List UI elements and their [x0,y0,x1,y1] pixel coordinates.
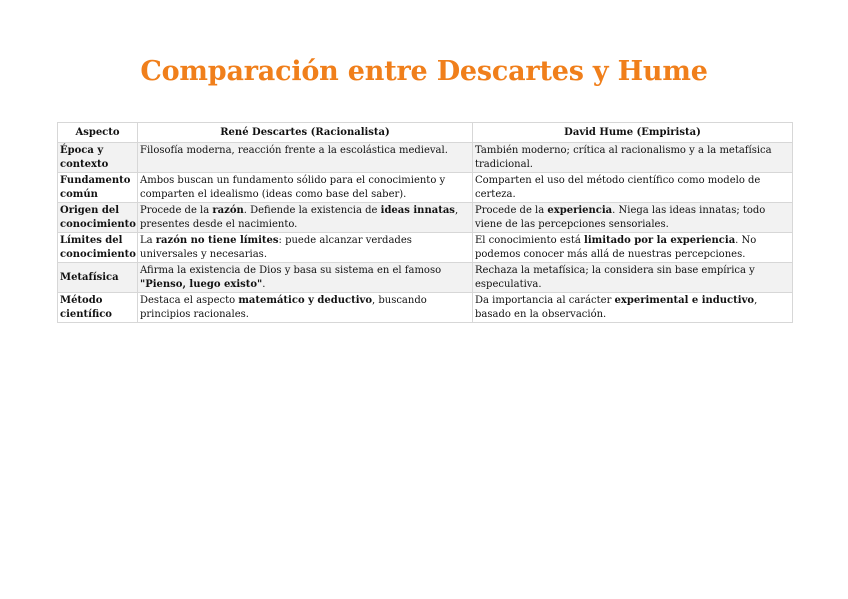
header-hume: David Hume (Empirista) [473,123,793,143]
table-row [58,173,793,203]
table-header-row [58,123,793,143]
hume-cell: Procede de la experiencia. Niega las ideas innatas; todo viene de las percepciones sensoriales. [473,203,793,233]
row-aspect: Método científico [58,293,138,323]
descartes-cell: Filosofía moderna, reacción frente a la escolástica medieval. [138,143,473,173]
row-aspect: Época y contexto [58,143,138,173]
page-title: Comparación entre Descartes y Hume [140,56,708,87]
descartes-cell: La razón no tiene límites: puede alcanzar verdades universales y necesarias. [138,233,473,263]
row-aspect: Fundamento común [58,173,138,203]
hume-cell: El conocimiento está limitado por la experiencia. No podemos conocer más allá de nuestras percepciones. [473,233,793,263]
descartes-cell: Procede de la razón. Defiende la existencia de ideas innatas, presentes desde el nacimiento. [138,203,473,233]
table-row [58,263,793,293]
header-descartes: René Descartes (Racionalista) [138,123,473,143]
descartes-cell: Afirma la existencia de Dios y basa su sistema en el famoso "Pienso, luego existo". [138,263,473,293]
hume-cell: Da importancia al carácter experimental e inductivo, basado en la observación. [473,293,793,323]
hume-cell: También moderno; crítica al racionalismo y a la metafísica tradicional. [473,143,793,173]
row-aspect: Límites del conocimiento [58,233,138,263]
table-row [58,143,793,173]
table-row [58,233,793,263]
hume-cell: Rechaza la metafísica; la considera sin base empírica y especulativa. [473,263,793,293]
row-aspect: Metafísica [58,263,138,293]
header-aspect: Aspecto [58,123,138,143]
table-row [58,293,793,323]
hume-cell: Comparten el uso del método científico como modelo de certeza. [473,173,793,203]
table-row [58,203,793,233]
row-aspect: Origen del conocimiento [58,203,138,233]
descartes-cell: Destaca el aspecto matemático y deductivo, buscando principios racionales. [138,293,473,323]
descartes-cell: Ambos buscan un fundamento sólido para el conocimiento y comparten el idealismo (ideas como base del saber). [138,173,473,203]
comparison-table [57,122,793,323]
